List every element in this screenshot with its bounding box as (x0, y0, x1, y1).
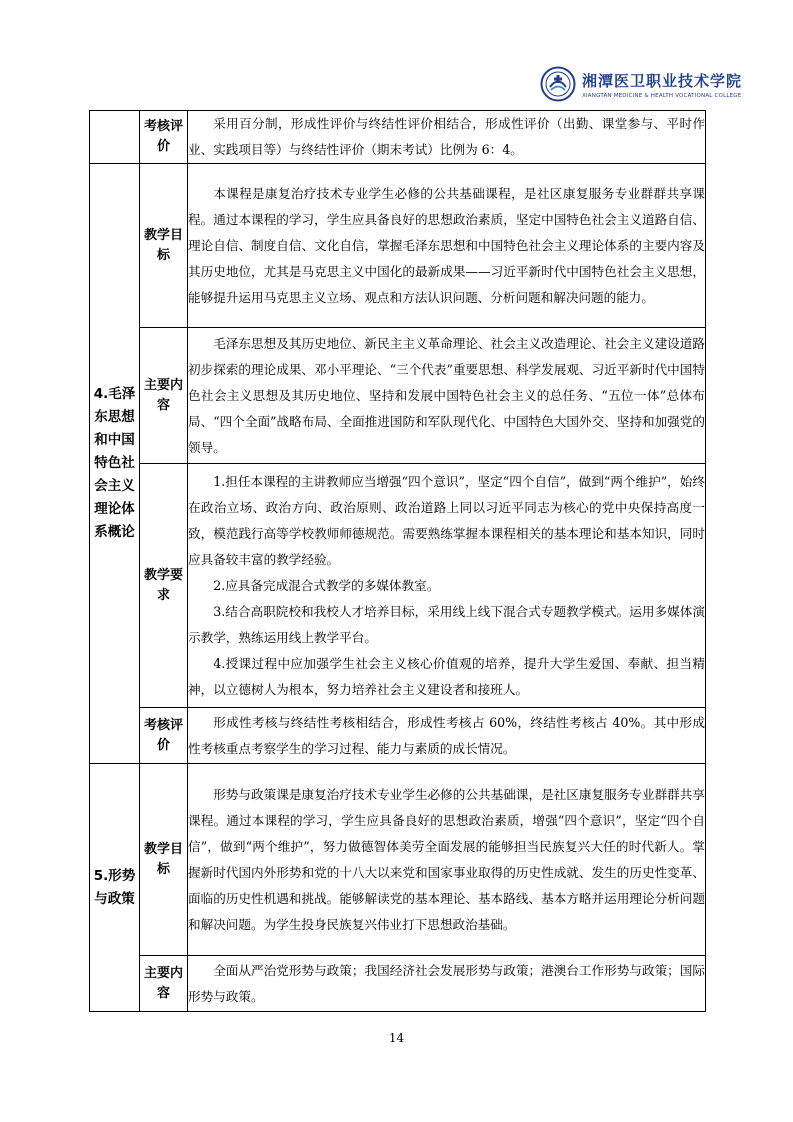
school-name-en: XIANGTAN MEDICINE & HEALTH VOCATIONAL COLLEGE (582, 92, 742, 99)
assessment-text: 形成性考核与终结性考核相结合，形成性考核占 60%，终结性考核占 40%。其中形成性考核重点考察学生的学习过程、能力与素质的成长情况。 (188, 714, 705, 756)
course-cell-previous (90, 111, 140, 164)
table-row (90, 464, 706, 708)
objectives-text: 本课程是康复治疗技术专业学生必修的公共基础课程，是社区康复服务专业群群共享课程。通过本课程的学习，学生应具备良好的思想政治素质，坚定中国特色社会主义道路自信、理论自信、制度自信、文化自信，掌握毛泽东思想和中国特色社会主义理论体系的主要内容及其历史地位，尤其是马克思主义中国化的最新成果——习近平新时代中国特色社会主义思想，能够提升运用马克思主义立场、观点和方法认识问题、分析问题和解决问题的能力。 (188, 185, 705, 305)
table-row (90, 164, 706, 328)
row-label-objectives: 教学目标 (140, 764, 188, 956)
table-row (90, 956, 706, 1012)
table-row (90, 111, 706, 164)
school-emblem-icon (540, 66, 576, 102)
row-label-assessment: 考核评价 (140, 708, 188, 764)
table-row (90, 764, 706, 956)
assessment-content (188, 111, 706, 164)
row-label-main-content: 主要内容 (140, 328, 188, 464)
objectives-content (188, 164, 706, 328)
main-content-text: 全面从严治党形势与政策；我国经济社会发展形势与政策；港澳台工作形势与政策；国际形势与政策。 (188, 962, 705, 1004)
requirement-item: 2.应具备完成混合式教学的多媒体教室。 (213, 577, 440, 593)
requirement-item: 3.结合高职院校和我校人才培养目标，采用线上线下混合式专题教学模式。运用多媒体演示教学，熟练运用线上教学平台。 (188, 603, 705, 645)
main-content (188, 328, 706, 464)
school-logo (540, 62, 743, 106)
assessment-content (188, 708, 706, 764)
school-name: 湘潭医卫职业技术学院 (582, 71, 743, 90)
main-content (188, 956, 706, 1012)
requirement-item: 1.担任本课程的主讲教师应当增强“四个意识”，坚定“四个自信”，做到“两个维护”，始终在政治立场、政治方向、政治原则、政治道路上同以习近平同志为核心的党中央保持高度一致，模范践行高等学校教师师德规范。需要熟练掌握本课程相关的基本理论和基本知识，同时应具备较丰富的教学经验。 (188, 473, 705, 567)
course-name-4: 4.毛泽东思想和中国特色社会主义理论体系概论 (90, 164, 140, 764)
course-name-5: 5.形势与政策 (90, 764, 140, 1012)
table-row (90, 708, 706, 764)
row-label-assessment: 考核评价 (140, 111, 188, 164)
objectives-content (188, 764, 706, 956)
row-label-requirements: 教学要求 (140, 464, 188, 708)
page-number: 14 (388, 1031, 405, 1045)
requirements-content (188, 464, 706, 708)
requirement-item: 4.授课过程中应加强学生社会主义核心价值观的培养，提升大学生爱国、奉献、担当精神，以立德树人为根本，努力培养社会主义建设者和接班人。 (188, 655, 705, 697)
table-row (90, 328, 706, 464)
row-label-main-content: 主要内容 (140, 956, 188, 1012)
assessment-text: 采用百分制，形成性评价与终结性评价相结合，形成性评价（出勤、课堂参与、平时作业、实践项目等）与终结性评价（期末考试）比例为 6：4。 (188, 116, 705, 157)
main-content-text: 毛泽东思想及其历史地位、新民主主义革命理论、社会主义改造理论、社会主义建设道路初步探索的理论成果、邓小平理论、“三个代表”重要思想、科学发展观、习近平新时代中国特色社会主义思想及其历史地位、坚持和发展中国特色社会主义的总任务、“五位一体”总体布局、“四个全面”战略布局、全面推进国防和军队现代化、中国特色大国外交、坚持和加强党的领导。 (188, 335, 705, 455)
objectives-text: 形势与政策课是康复治疗技术专业学生必修的公共基础课，是社区康复服务专业群群共享课程。通过本课程的学习，学生应具备良好的思想政治素质，增强“四个意识”，坚定“四个自信”，做到“两个维护”，努力做德智体美劳全面发展的能够担当民族复兴大任的时代新人。掌握新时代国内外形势和党的十八大以来党和国家事业取得的历史性成就、发生的历史性变革、面临的历史性机遇和挑战。能够解读党的基本理论、基本路线、基本方略并运用理论分析问题和解决问题。为学生投身民族复兴伟业打下思想政治基础。 (188, 786, 705, 932)
row-label-objectives: 教学目标 (140, 164, 188, 328)
course-table (89, 110, 706, 1012)
